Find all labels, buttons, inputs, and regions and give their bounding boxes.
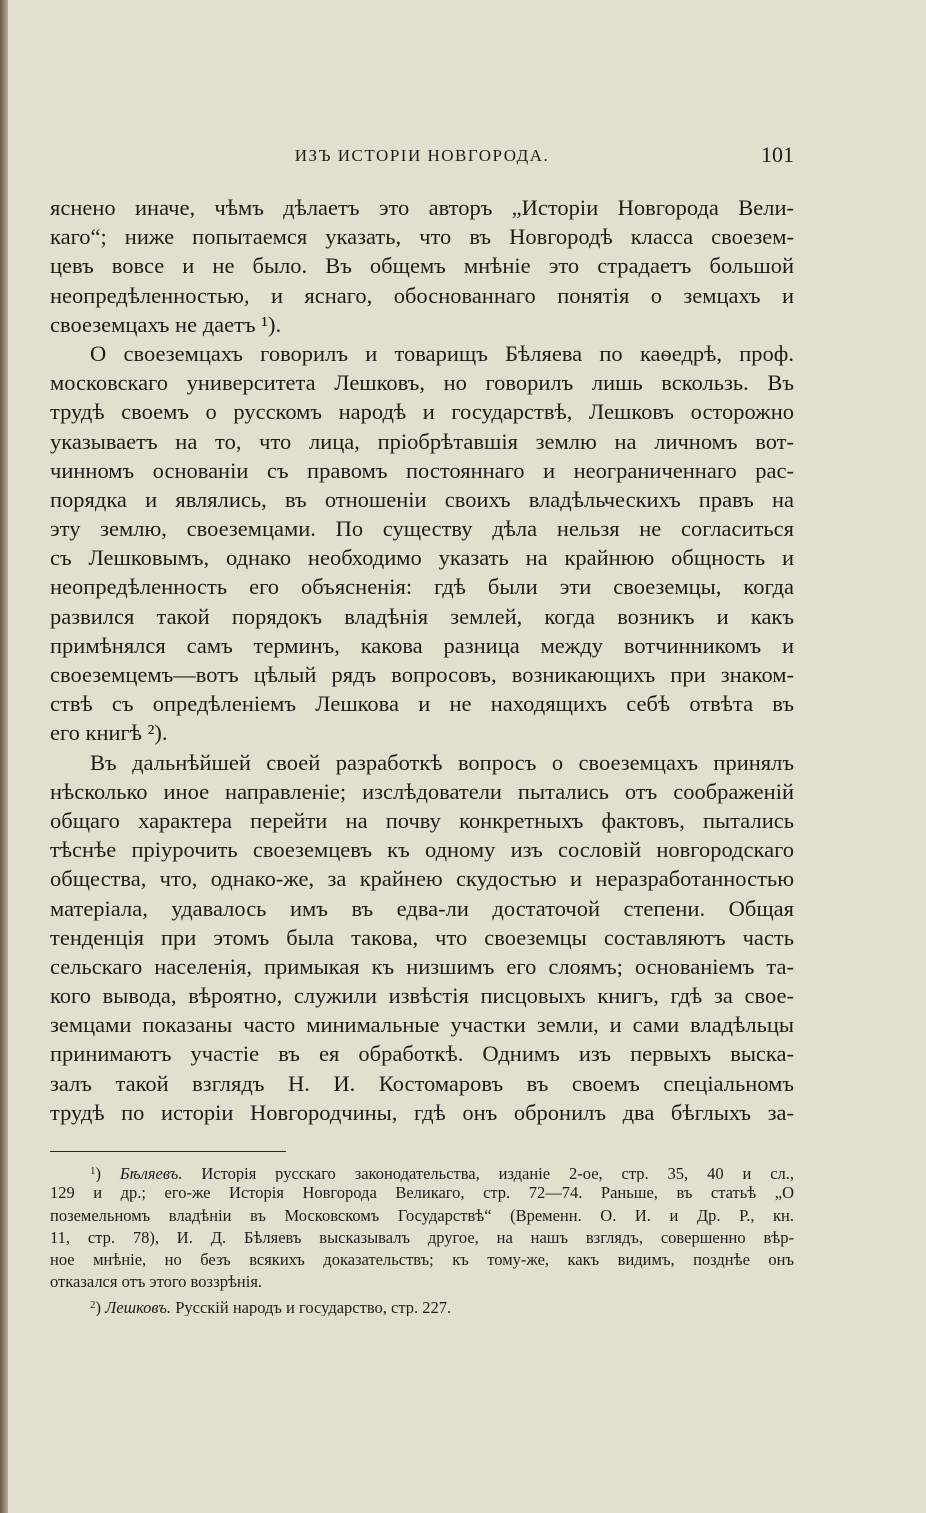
footnote-2-line: $^2$) Лешковъ. Русскій народъ и государство, стр. 227. <box>90 1297 452 1317</box>
text-line: московскаго университета Лешковъ, но говорилъ лишь вскользь. Въ <box>50 370 794 396</box>
text-line: развился такой порядокъ владѣнія землей, когда возникъ и какъ <box>50 603 794 629</box>
text-line: каго“; ниже попытаемся указать, что въ Новгородѣ класса своезем- <box>50 224 794 250</box>
text-line: неопредѣленность его объясненія: гдѣ были эти своеземцы, когда <box>50 574 794 600</box>
text-line: своеземцахъ не даетъ ¹). <box>50 311 282 337</box>
text-line: трудѣ по исторіи Новгородчины, гдѣ онъ обронилъ два бѣглыхъ за- <box>50 1099 794 1125</box>
text-line: общаго характера перейти на почву конкретныхъ фактовъ, пытались <box>50 807 794 833</box>
text-line: тенденція при этомъ была такова, что своеземцы составляютъ часть <box>50 924 794 950</box>
text-line: матеріала, удавалось имъ въ едва-ли достаточой степени. Общая <box>50 895 794 921</box>
text-line: примѣнялся самъ терминъ, какова разница между вотчинникомъ и <box>50 632 794 658</box>
text-line: залъ такой взглядъ Н. И. Костомаровъ въ своемъ спеціальномъ <box>50 1070 794 1096</box>
page-number: 101 <box>761 142 794 167</box>
text-line: съ Лешковымъ, однако необходимо указать на крайнюю общность и <box>50 545 794 571</box>
text-line: ствѣ съ опредѣленіемъ Лешкова и не находящихъ себѣ отвѣта въ <box>50 691 794 717</box>
text-line: кого вывода, вѣроятно, служили извѣстія писцовыхъ книгъ, гдѣ за свое- <box>50 983 794 1009</box>
footnote-1-line: поземельномъ владѣніи въ Московскомъ Государствѣ“ (Временн. О. И. и Др. Р., кн. <box>50 1205 794 1225</box>
text-line: цевъ вовсе и не было. Въ общемъ мнѣніе это страдаетъ большой <box>50 253 794 279</box>
text-line: общества, что, однако-же, за крайнею скудостью и неразработанностью <box>50 866 794 892</box>
text-line: сельскаго населенія, примыкая къ низшимъ его слоямъ; основаніемъ та- <box>50 953 794 979</box>
text-line: нѣсколько иное направленіе; изслѣдователи пытались отъ соображеній <box>50 778 794 804</box>
footnote-1-line: 129 и др.; его-же Исторія Новгорода Великаго, стр. 72—74. Раньше, въ статьѣ „О <box>50 1183 794 1203</box>
text-line: О своеземцахъ говорилъ и товарищъ Бѣляева по каѳедрѣ, проф. <box>90 340 794 366</box>
running-title: ИЗЪ ИСТОРІИ НОВГОРОДА. <box>294 146 550 165</box>
text-line: Въ дальнѣйшей своей разработкѣ вопросъ о своеземцахъ принялъ <box>90 749 794 775</box>
footnote-2-text: Русскій народъ и государство, стр. 227. <box>175 1297 452 1317</box>
text-line: яснено иначе, чѣмъ дѣлаетъ это авторъ „Исторіи Новгорода Вели- <box>50 195 794 220</box>
main-text <box>50 193 794 1127</box>
text-line: порядка и являлись, въ отношеніи своихъ владѣльческихъ правъ на <box>50 486 794 512</box>
text-line: указываетъ на то, что лица, пріобрѣтавшія землю на личномъ вот- <box>50 428 794 454</box>
text-line: принимаютъ участіе въ ея обработкѣ. Однимъ изъ первыхъ выска- <box>50 1041 794 1067</box>
page-edge-shadow <box>0 0 8 1513</box>
text-line: трудѣ своемъ о русскомъ народѣ и государствѣ, Лешковъ осторожно <box>50 399 794 425</box>
text-line: своеземцемъ—вотъ цѣлый рядъ вопросовъ, возникающихъ при знаком- <box>50 662 794 687</box>
page-header <box>50 142 794 170</box>
footnote-1-author: Бѣляевъ. <box>119 1164 183 1183</box>
footnote-1-mark: 1 <box>90 1165 96 1177</box>
footnote-2-author: Лешковъ. <box>105 1297 172 1317</box>
footnote-1-line: ное мнѣніе, но безъ всякихъ доказательствъ; къ тому-же, какъ видимъ, позднѣе онъ <box>50 1250 794 1270</box>
footnote-divider <box>50 1151 286 1152</box>
footnote-1-text: Исторія русскаго законодательства, изданіе 2-ое, стр. 35, 40 и сл., <box>201 1164 794 1183</box>
footnote-2-mark: 2 <box>90 1298 96 1311</box>
footnotes <box>50 1160 794 1316</box>
text-line: тѣснѣе пріурочить своеземцевъ къ одному изъ сословій новгородскаго <box>50 837 794 863</box>
text-line: земцами показаны часто минимальные участки земли, и сами владѣльцы <box>50 1012 794 1038</box>
footnote-1-line: отказался отъ этого воззрѣнія. <box>50 1272 263 1292</box>
text-line: чинномъ основаніи съ правомъ постояннаго и неограниченнаго рас- <box>50 457 794 483</box>
footnote-1-line: 11, стр. 78), И. Д. Бѣляевъ высказывалъ другое, на нашъ взглядъ, совершенно вѣр- <box>50 1227 794 1247</box>
footnote-1-line: $^1$) Бѣляевъ. Исторія русскаго законодательства, изданіе 2-ое, стр. 35, 40 и сл., <box>90 1164 794 1183</box>
text-line: его книгѣ ²). <box>50 720 168 746</box>
text-line: неопредѣленностью, и яснаго, обоснованнаго понятія о земцахъ и <box>50 282 794 308</box>
text-line: эту землю, своеземцами. По существу дѣла нельзя не согласиться <box>50 516 794 542</box>
